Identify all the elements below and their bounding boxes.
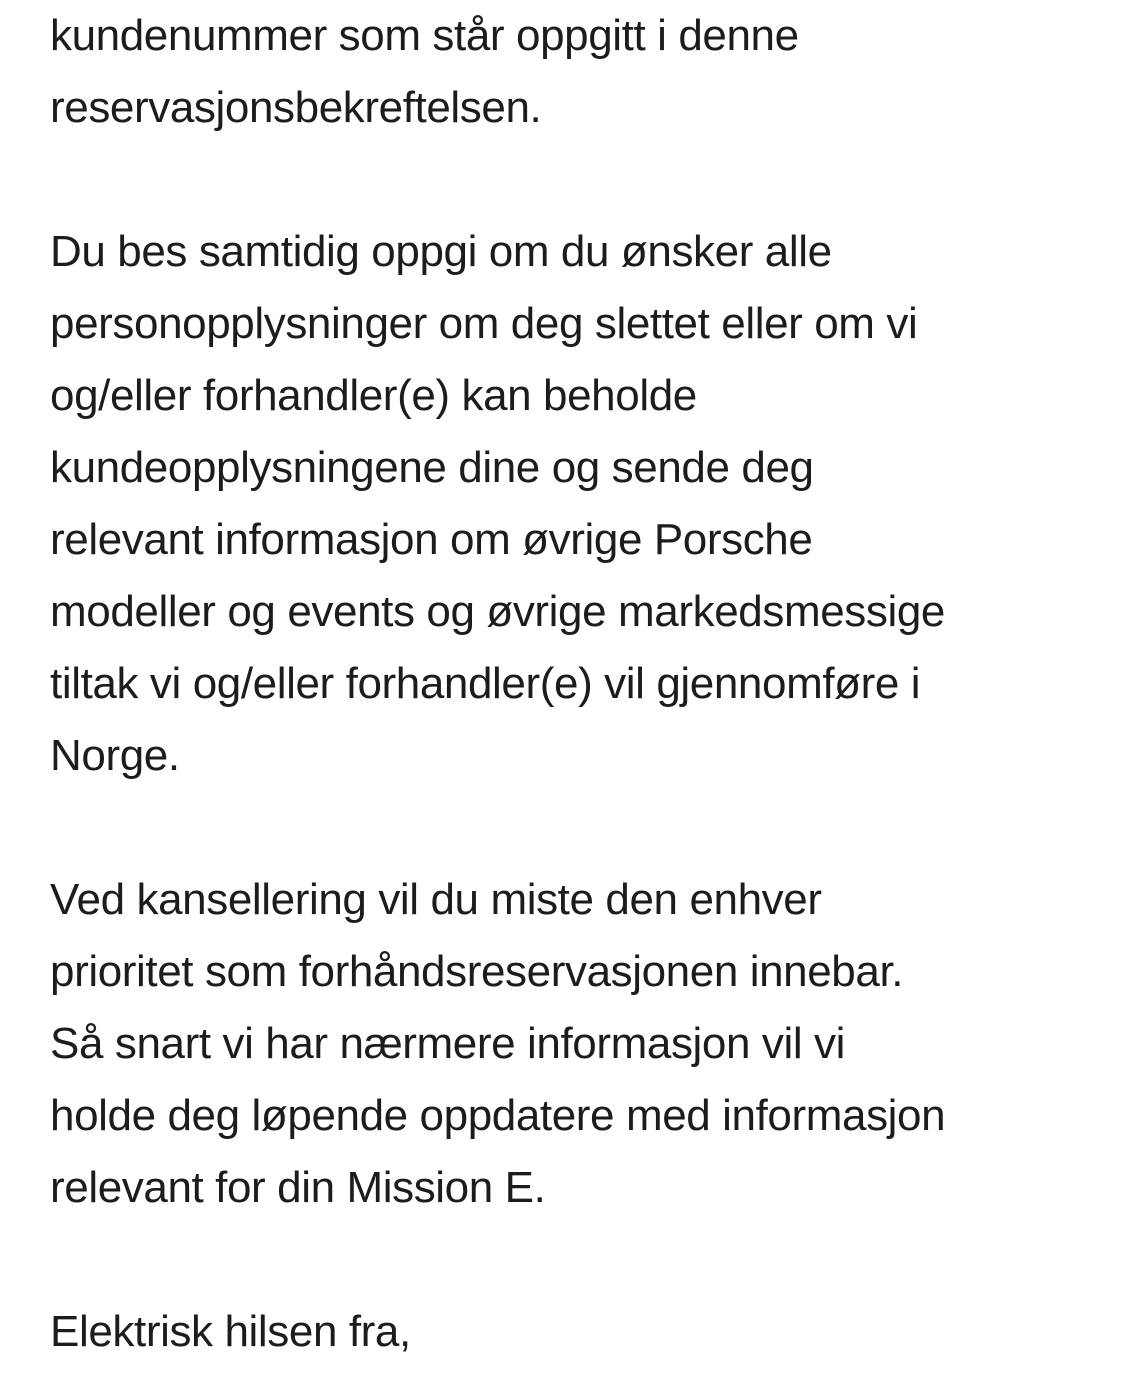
paragraph-closing	[50, 1296, 1110, 1368]
text-line: Så snart vi har nærmere informasjon vil vi	[50, 1019, 846, 1068]
text-line: relevant informasjon om øvrige Porsche	[50, 515, 813, 564]
text-line: holde deg løpende oppdatere med informasjon	[50, 1091, 946, 1140]
text-line: og/eller forhandler(e) kan beholde	[50, 371, 697, 420]
text-line: kundeopplysningene dine og sende deg	[50, 443, 814, 492]
paragraph-spacer	[50, 792, 1110, 864]
text-line: relevant for din Mission E.	[50, 1163, 546, 1212]
text-line: modeller og events og øvrige markedsmessige	[50, 587, 945, 636]
paragraph-spacer	[50, 1224, 1110, 1296]
closing-greeting: Elektrisk hilsen fra,	[50, 1307, 411, 1356]
text-line: prioritet som forhåndsreservasjonen innebar.	[50, 947, 904, 996]
text-line: reservasjonsbekreftelsen.	[50, 83, 542, 132]
text-line: Ved kansellering vil du miste den enhver	[50, 875, 822, 924]
paragraph-personal-data	[50, 216, 1110, 792]
text-line: tiltak vi og/eller forhandler(e) vil gjennomføre i	[50, 659, 921, 708]
text-line: Norge.	[50, 731, 180, 780]
text-line: Du bes samtidig oppgi om du ønsker alle	[50, 227, 832, 276]
email-body	[50, 0, 1110, 1368]
text-line: kundenummer som står oppgitt i denne	[50, 11, 799, 60]
paragraph-spacer	[50, 144, 1110, 216]
paragraph-cancellation	[50, 864, 1110, 1224]
paragraph-customer-number	[50, 0, 1110, 144]
text-line: personopplysninger om deg slettet eller om vi	[50, 299, 918, 348]
